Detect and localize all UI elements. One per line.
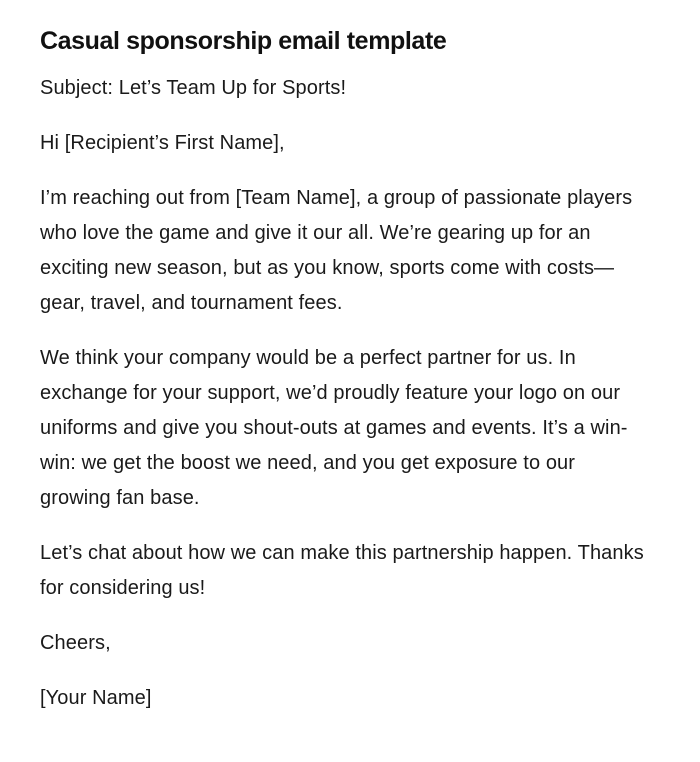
email-sign-off: Cheers,: [40, 632, 111, 654]
email-paragraph-intro: I’m reaching out from [Team Name], a group of passionate players who love the game and give it our all. We’re gearing up for an exciting new season, but as you know, sports come with costs—gear, travel, and tournament fees.: [40, 187, 633, 314]
email-signature: [Your Name]: [40, 687, 152, 709]
email-paragraph-offer: We think your company would be a perfect partner for us. In exchange for your support, we’d proudly feature your logo on our uniforms and give you shout-outs at games and events. It’s a win-win: we get the boost we need, and you get exposure to our growing fan base.: [40, 347, 628, 509]
page-title: Casual sponsorship email template: [40, 27, 447, 55]
email-greeting: Hi [Recipient’s First Name],: [40, 132, 285, 154]
email-paragraph-closing: Let’s chat about how we can make this partnership happen. Thanks for considering us!: [40, 542, 644, 599]
email-subject-line: Subject: Let’s Team Up for Sports!: [40, 77, 347, 99]
